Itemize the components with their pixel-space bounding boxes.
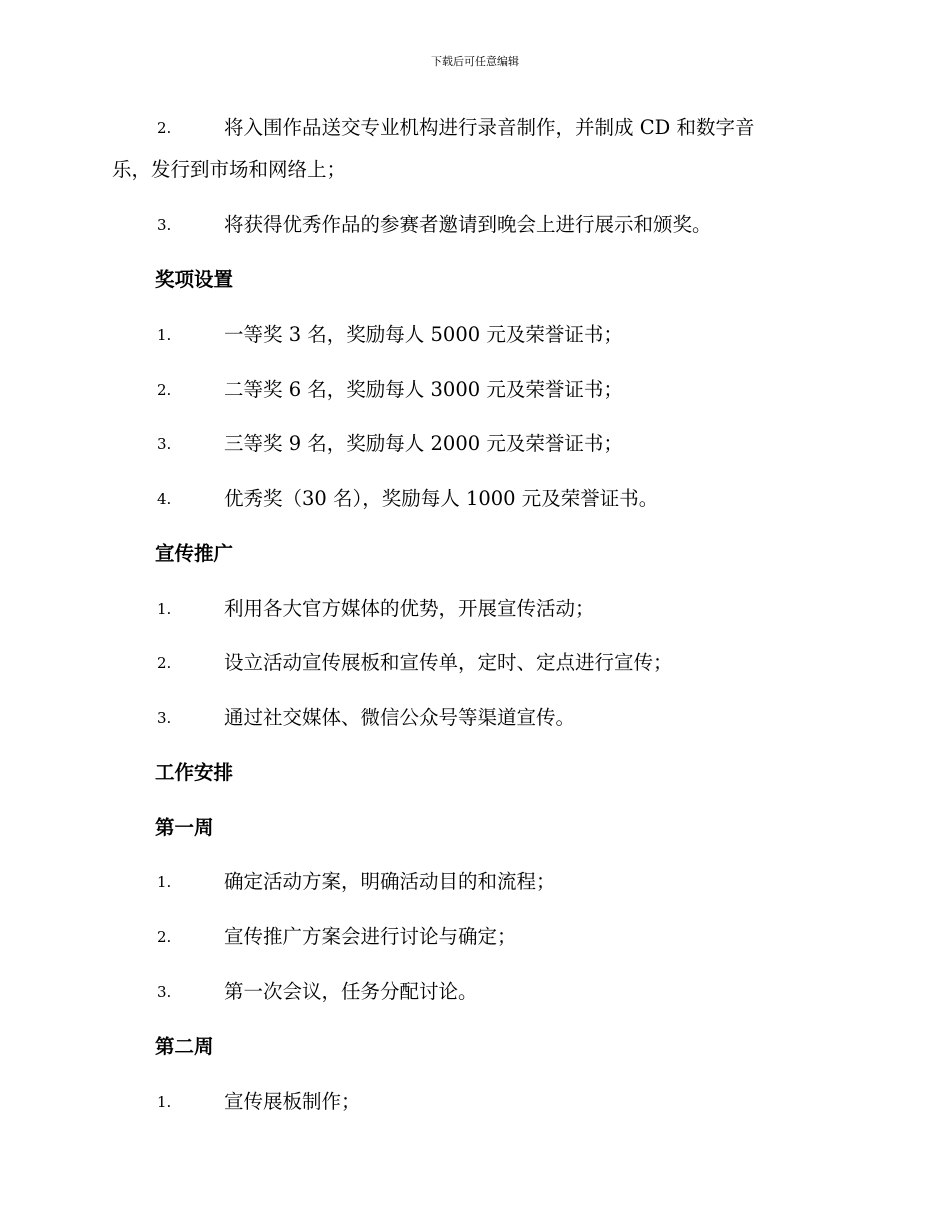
- item-text: 将获得优秀作品的参赛者邀请到晚会上进行展示和颁奖。: [224, 213, 712, 236]
- item-number: 2.: [157, 381, 172, 399]
- subsection-heading-week2: 第二周: [155, 1035, 214, 1058]
- page-header: 下载后可任意编辑: [431, 55, 519, 68]
- item-text: 将入围作品送交专业机构进行录音制作，并制成 CD 和数字音: [224, 116, 755, 139]
- item-text: 优秀奖（30 名），奖励每人 1000 元及荣誉证书。: [224, 487, 659, 510]
- item-number: 1.: [157, 1093, 172, 1111]
- item-number: 3.: [157, 709, 172, 727]
- item-text: 第一次会议，任务分配讨论。: [224, 980, 478, 1003]
- item-number: 2.: [157, 928, 172, 946]
- item-text: 确定活动方案，明确活动目的和流程；: [224, 870, 556, 893]
- item-number: 2.: [157, 654, 172, 672]
- subsection-heading-week1: 第一周: [155, 816, 214, 839]
- item-number: 1.: [157, 600, 172, 618]
- item-text: 宣传推广方案会进行讨论与确定；: [224, 925, 517, 948]
- item-number: 3.: [157, 435, 172, 453]
- item-text-continued: 乐，发行到市场和网络上；: [112, 158, 347, 181]
- section-heading-work: 工作安排: [155, 761, 234, 784]
- section-heading-promotion: 宣传推广: [155, 542, 234, 565]
- item-text: 宣传展板制作；: [224, 1090, 361, 1113]
- item-number: 1.: [157, 326, 172, 344]
- item-text: 一等奖 3 名，奖励每人 5000 元及荣誉证书；: [224, 323, 623, 346]
- item-number: 3.: [157, 216, 172, 234]
- item-text: 通过社交媒体、微信公众号等渠道宣传。: [224, 706, 576, 729]
- item-number: 3.: [157, 983, 172, 1001]
- item-text: 利用各大官方媒体的优势，开展宣传活动；: [224, 597, 595, 620]
- item-text: 二等奖 6 名，奖励每人 3000 元及荣誉证书；: [224, 378, 623, 401]
- item-number: 1.: [157, 873, 172, 891]
- item-number: 2.: [157, 119, 172, 137]
- item-text: 设立活动宣传展板和宣传单，定时、定点进行宣传；: [224, 651, 673, 674]
- item-text: 三等奖 9 名，奖励每人 2000 元及荣誉证书；: [224, 432, 623, 455]
- item-number: 4.: [157, 490, 172, 508]
- section-heading-awards: 奖项设置: [155, 268, 234, 291]
